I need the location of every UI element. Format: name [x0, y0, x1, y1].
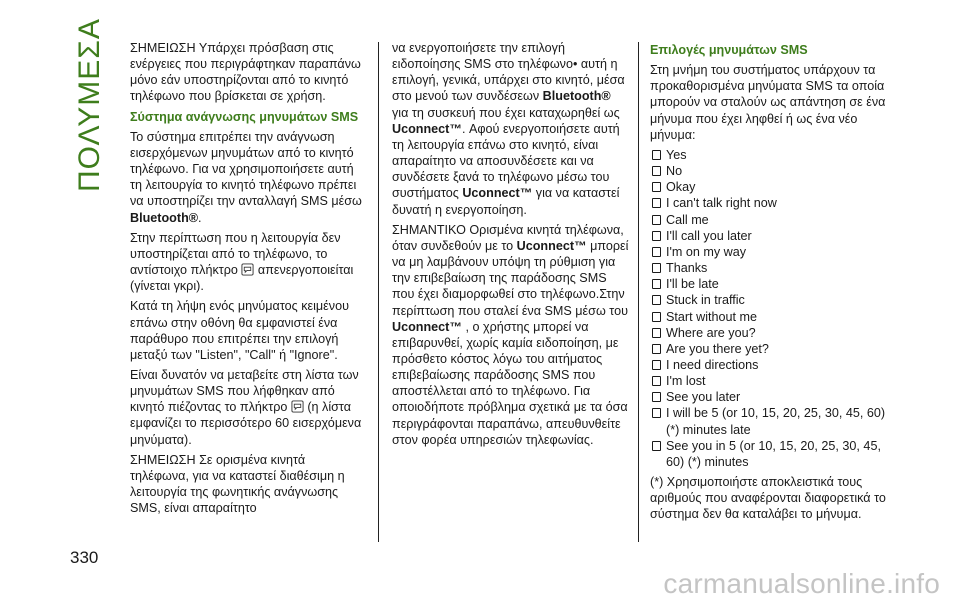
- column-divider: [638, 42, 639, 542]
- section-heading: Σύστημα ανάγνωσης μηνυμάτων SMS: [130, 109, 359, 124]
- list-item: Are you there yet?: [650, 341, 890, 357]
- list-item: Yes: [650, 147, 890, 163]
- list-item: Call me: [650, 212, 890, 228]
- column-middle: [392, 40, 630, 452]
- sms-message-list: [650, 147, 890, 470]
- body-paragraph: Είναι δυνατόν να μεταβείτε στη λίστα των μηνυμάτων SMS που λήφθηκαν από κινητό πιέζοντας το πλήκτρο (η λίστα εμφανίζει το περισσότερο 60 εισερχόμενα μηνύματα).: [130, 367, 362, 447]
- body-paragraph: Κατά τη λήψη ενός μηνύματος κειμένου επάνω στην οθόνη θα εμφανιστεί ένα παράθυρο που επιτρέπει την επιλογή μεταξύ των "Listen", "Call" ή "Ignore".: [130, 299, 349, 362]
- list-item: I can't talk right now: [650, 195, 890, 211]
- body-paragraph: Το σύστημα επιτρέπει την ανάγνωση εισερχόμενων μηνυμάτων από το κινητό τηλέφωνο. Για να χρησιμοποιήσετε αυτή τη λειτουργία το κινητό τηλέφωνο πρέπει να υποστηρίζει την ανταλλαγή SMS μέσω Bluetooth®.: [130, 129, 362, 225]
- column-left: [130, 40, 365, 520]
- note-paragraph: ΣΗΜΕΙΩΣΗ Σε ορισμένα κινητά τηλέφωνα, για να καταστεί διαθέσιμη η λειτουργία της φωνητικής ανάγνωσης SMS, είναι απαραίτητο: [130, 452, 345, 516]
- section-title: ΠΟΛΥΜΕΣΑ: [73, 18, 106, 192]
- body-paragraph: Στη μνήμη του συστήματος υπάρχουν τα προκαθορισμένα μηνύματα SMS τα οποία μπορούν να σταλούν ως απάντηση σε ένα μήνυμα που έχει ληφθεί ή ως ένα νέο μήνυμα:: [650, 63, 886, 142]
- list-item: I'll be late: [650, 276, 890, 292]
- list-item: I'm on my way: [650, 244, 890, 260]
- list-item: No: [650, 163, 890, 179]
- column-divider: [378, 42, 379, 542]
- column-right: [650, 40, 890, 527]
- list-item: Stuck in traffic: [650, 292, 890, 308]
- list-item: I will be 5 (or 10, 15, 20, 25, 30, 45, 60) (*) minutes late: [650, 405, 890, 437]
- body-paragraph: να ενεργοποιήσετε την επιλογή ειδοποίησης SMS στο τηλέφωνο• αυτή η επιλογή, γενικά, υπάρχει στο κινητό, μέσα στο μενού των συνδέσεων Bluetooth® για τη συσκευή που έχει καταχωρηθεί ως Uconnect™. Αφού ενεργοποιήσετε αυτή τη λειτουργία επάνω στο κινητό, είναι απαραίτητο να αποσυνδέσετε και να συνδέσετε ξανά το τηλέφωνο μέσω του συστήματος Uconnect™ για να καταστεί δυνατή η ενεργοποίηση.: [392, 41, 625, 217]
- list-item: Okay: [650, 179, 890, 195]
- important-paragraph: ΣΗΜΑΝΤΙΚΟ Ορισμένα κινητά τηλέφωνα, όταν συνδεθούν με το Uconnect™ μπορεί να μη λαμβάνουν υπόψη τη ρύθμιση για την επιβεβαίωση της παράδοσης SMS που έχει διαμορφωθεί στο τηλέφωνο.Στην περίπτωση που σταλεί ένα SMS μέσω του Uconnect™ , ο χρήστης μπορεί να επιβαρυνθεί, χωρίς καμία ειδοποίηση, με πρόσθετο κόστος λόγω του αιτήματος επιβεβαίωσης παράδοσης SMS που αποστέλλεται από το τηλέφωνο. Για οποιοδήποτε πρόβλημα σχετικά με τα όσα περιγράφονται παραπάνω, απευθυνθείτε στον φορέα υπηρεσιών τηλεφωνίας.: [392, 222, 629, 447]
- note-paragraph: ΣΗΜΕΙΩΣΗ Υπάρχει πρόσβαση στις ενέργειες που περιγράφτηκαν παραπάνω μόνο εάν υποστηρίζονται από το κινητό τηλέφωνο που βρίσκεται σε χρήση.: [130, 41, 361, 104]
- list-item: I'll call you later: [650, 228, 890, 244]
- sms-list-icon: [291, 400, 304, 413]
- page-number: 330: [70, 548, 99, 567]
- list-item: Start without me: [650, 309, 890, 325]
- body-paragraph: Στην περίπτωση που η λειτουργία δεν υποστηρίζεται από το τηλέφωνο, το αντίστοιχο πλήκτρο απενεργοποιείται (γίνεται γκρι).: [130, 230, 354, 294]
- list-item: Thanks: [650, 260, 890, 276]
- footnote: (*) Χρησιμοποιήστε αποκλειστικά τους αριθμούς που αναφέρονται διαφορετικά το σύστημα δεν θα καταλάβει το μήνυμα.: [650, 475, 886, 522]
- sms-message-icon: [241, 263, 254, 276]
- list-item: See you in 5 (or 10, 15, 20, 25, 30, 45, 60) (*) minutes: [650, 438, 890, 470]
- list-item: I need directions: [650, 357, 890, 373]
- section-heading: Επιλογές μηνυμάτων SMS: [650, 43, 808, 57]
- list-item: I'm lost: [650, 373, 890, 389]
- watermark: carmanualsonline.info: [663, 568, 940, 599]
- list-item: See you later: [650, 389, 890, 405]
- list-item: Where are you?: [650, 325, 890, 341]
